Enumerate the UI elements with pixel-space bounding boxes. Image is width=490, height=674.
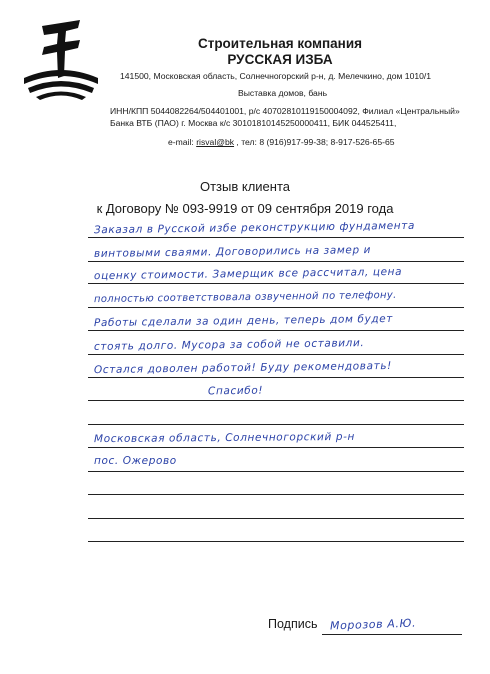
ruled-line (88, 447, 464, 448)
handwritten-line-9: Московская область, Солнечногорский р-н (93, 430, 355, 446)
handwritten-line-7: Остался доволен работой! Буду рекомендовать! (93, 359, 392, 377)
handwritten-line-4: полностью соответствовала озвученной по телефону. (93, 289, 397, 306)
ruled-line (88, 541, 464, 542)
handwritten-line-8: Спасибо! (207, 384, 264, 398)
ruled-line (88, 377, 464, 378)
handwritten-line-2: винтовыми сваями. Договорились на замер и (93, 244, 372, 260)
contacts (168, 137, 395, 147)
ruled-line (88, 471, 464, 472)
ruled-line (88, 424, 464, 425)
company-address: 141500, Московская область, Солнечногорский р-н, д. Мелечкино, дом 1010/1 (120, 71, 432, 81)
ruled-line (88, 330, 464, 331)
company-name: РУССКАЯ ИЗБА (227, 52, 333, 67)
signature-line (322, 634, 462, 635)
company-type: Строительная компания (197, 36, 363, 51)
ruled-line (88, 307, 464, 308)
document-title: Отзыв клиента (199, 179, 291, 194)
handwritten-line-5: Работы сделали за один день, теперь дом будет (93, 312, 394, 330)
handwritten-line-1: Заказал в Русской избе реконструкцию фундамента (93, 219, 416, 237)
phones: , тел: 8 (916)917-99-38; 8-917-526-65-65 (234, 137, 395, 147)
handwritten-line-6: стоять долго. Мусора за собой не оставили. (93, 337, 365, 353)
ruled-line (88, 261, 464, 262)
signature-handwritten: Морозов А.Ю. (329, 616, 417, 633)
ruled-line (88, 283, 464, 284)
ruled-line (88, 237, 464, 238)
ruled-line (88, 354, 464, 355)
ruled-line (88, 400, 464, 401)
contract-reference: к Договору № 093-9919 от 09 сентября 2019 года (96, 201, 394, 216)
signature-label: Подпись (268, 617, 318, 631)
bank-requisites-1: ИНН/КПП 5044082264/504401001, р/с 40702810119150004092, Филиал «Центральный» (110, 106, 460, 116)
bank-requisites-2: Банка ВТБ (ПАО) г. Москва к/с 30101810145250000411, БИК 044525411, (110, 118, 397, 128)
handwritten-line-3: оценку стоимости. Замерщик все рассчитал, цена (93, 265, 403, 283)
ruled-line (88, 518, 464, 519)
ruled-line (88, 494, 464, 495)
email-link[interactable]: risval@bk (196, 137, 235, 147)
handwritten-line-10: пос. Ожерово (94, 455, 177, 467)
company-service: Выставка домов, бань (238, 88, 328, 98)
email-label: e-mail: (168, 137, 197, 147)
